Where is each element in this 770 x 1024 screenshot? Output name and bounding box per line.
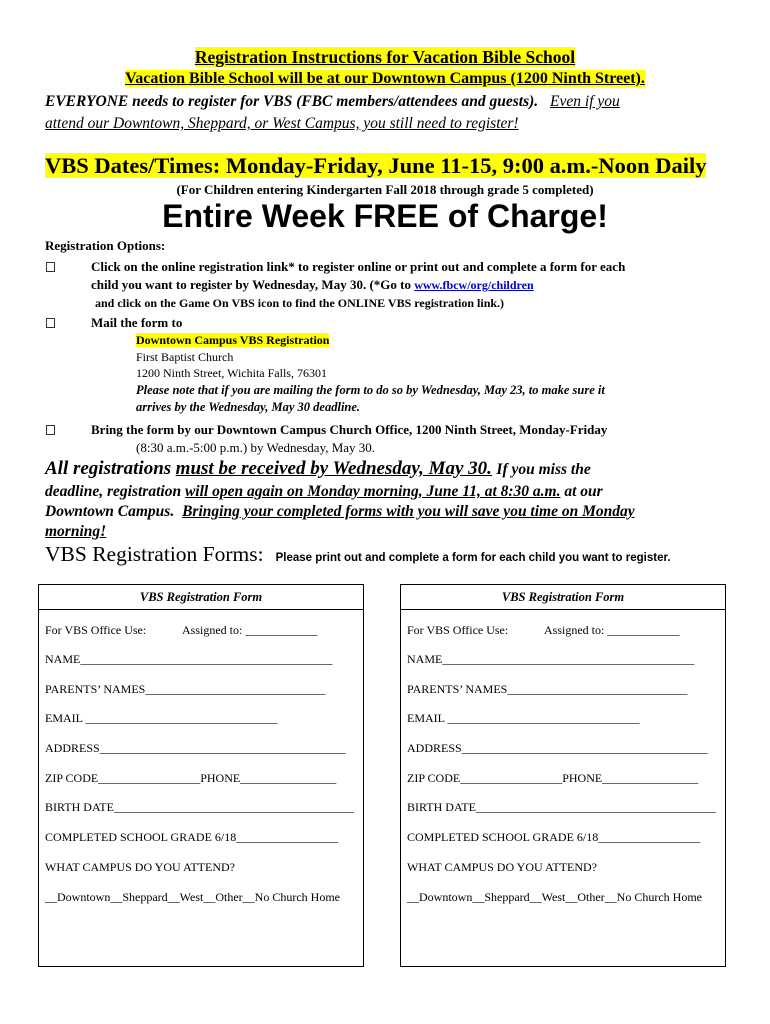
name-field[interactable]: NAME__________________________________________ [45,652,333,666]
campus-question: WHAT CAMPUS DO YOU ATTEND? [407,860,598,874]
assigned-field[interactable]: Assigned to: ____________ [182,623,318,637]
deadline-part2: must be received by Wednesday, May 30. [175,458,492,479]
option3-line2: (8:30 a.m.-5:00 p.m.) by Wednesday, May 30. [136,440,376,455]
birth-date-field[interactable]: BIRTH DATE________________________________________ [407,800,716,814]
mail-org: First Baptist Church [136,350,234,364]
option1-line3: and click on the Game On VBS icon to find the ONLINE VBS registration link.) [95,296,505,310]
mail-address: 1200 Ninth Street, Wichita Falls, 76301 [136,366,327,380]
office-use-label: For VBS Office Use: [407,623,509,637]
deadline-part3: If you miss the [496,461,591,478]
campus-options[interactable]: __Downtown__Sheppard__West__Other__No Church Home [407,890,702,904]
grade-field[interactable]: COMPLETED SCHOOL GRADE 6/18_________________ [407,830,701,844]
children-link[interactable]: www.fbcw/org/children [414,278,534,292]
page-title-text: Registration Instructions for Vacation Bible School [194,47,576,67]
option1-line2 [91,277,534,293]
deadline-line2b: will open again on Monday morning, June 11, at 8:30 a.m. [184,483,561,500]
dates-subline: (For Children entering Kindergarten Fall 2018 through grade 5 completed) [176,182,594,197]
deadline-line2a: deadline, registration [45,483,182,500]
dates-headline [45,153,706,179]
forms-heading-row [45,542,671,567]
deadline-line3b: Bringing your completed forms with you will save you time on Monday [182,503,635,520]
assigned-field[interactable]: Assigned to: ____________ [544,623,680,637]
page-title [0,47,770,68]
forms-heading: VBS Registration Forms: [45,542,264,566]
deadline-line-3 [45,503,635,521]
deadline-line-2 [45,483,603,501]
options-heading: Registration Options: [45,238,166,253]
deadline-line2c: at our [564,483,603,500]
location-text: Vacation Bible School will be at our Downtown Campus (1200 Ninth Street). [125,70,645,87]
form-title-divider [39,609,363,610]
location-note [0,70,770,88]
email-field[interactable]: EMAIL ________________________________ [45,711,278,725]
option1-line1: Click on the online registration link* to register online or print out and complete a form for each [91,259,626,274]
free-banner: Entire Week FREE of Charge! [162,198,608,234]
deadline-line3a: Downtown Campus. [45,503,175,520]
checkbox-icon [46,262,55,272]
zip-phone-field[interactable]: ZIP CODE_________________PHONE________________ [407,771,699,785]
mail-label-text: Downtown Campus VBS Registration [136,333,330,347]
registration-form-right [400,584,726,967]
address-field[interactable]: ADDRESS_________________________________________ [45,741,346,755]
birth-date-field[interactable]: BIRTH DATE________________________________________ [45,800,354,814]
deadline-part1: All registrations [45,458,172,479]
parents-field[interactable]: PARENTS’ NAMES______________________________ [407,682,688,696]
forms-instruction: Please print out and complete a form for each child you want to register. [275,552,671,564]
mail-note-2: arrives by the Wednesday, May 30 deadline. [136,400,361,414]
grade-field[interactable]: COMPLETED SCHOOL GRADE 6/18_________________ [45,830,339,844]
option2-heading: Mail the form to [91,315,183,330]
mail-label [136,333,329,348]
office-use-label: For VBS Office Use: [45,623,147,637]
form-title: VBS Registration Form [501,590,625,604]
zip-phone-field[interactable]: ZIP CODE_________________PHONE________________ [45,771,337,785]
deadline-line-4: morning! [45,523,107,540]
option3-line1: Bring the form by our Downtown Campus Church Office, 1200 Ninth Street, Monday-Friday [91,422,608,437]
everyone-text: EVERYONE needs to register for VBS (FBC members/attendees and guests). [45,93,539,110]
everyone-line-2: attend our Downtown, Sheppard, or West Campus, you still need to register! [45,115,519,132]
campus-question: WHAT CAMPUS DO YOU ATTEND? [45,860,236,874]
registration-form-left [38,584,364,967]
deadline-line-1 [45,458,591,480]
address-field[interactable]: ADDRESS_________________________________________ [407,741,708,755]
checkbox-icon [46,425,55,435]
option1-line2-text: child you want to register by Wednesday, May 30. (*Go to [91,277,411,292]
dates-headline-text: VBS Dates/Times: Monday-Friday, June 11-15, 9:00 a.m.-Noon Daily [45,153,707,178]
form-title-divider [401,609,725,610]
checkbox-icon [46,318,55,328]
even-if-text: Even if you [550,93,620,110]
mail-note-1: Please note that if you are mailing the form to do so by Wednesday, May 23, to make sure it [136,383,605,397]
form-title: VBS Registration Form [139,590,263,604]
email-field[interactable]: EMAIL ________________________________ [407,711,640,725]
everyone-line-1 [45,93,620,111]
name-field[interactable]: NAME__________________________________________ [407,652,695,666]
campus-options[interactable]: __Downtown__Sheppard__West__Other__No Church Home [45,890,340,904]
parents-field[interactable]: PARENTS’ NAMES______________________________ [45,682,326,696]
